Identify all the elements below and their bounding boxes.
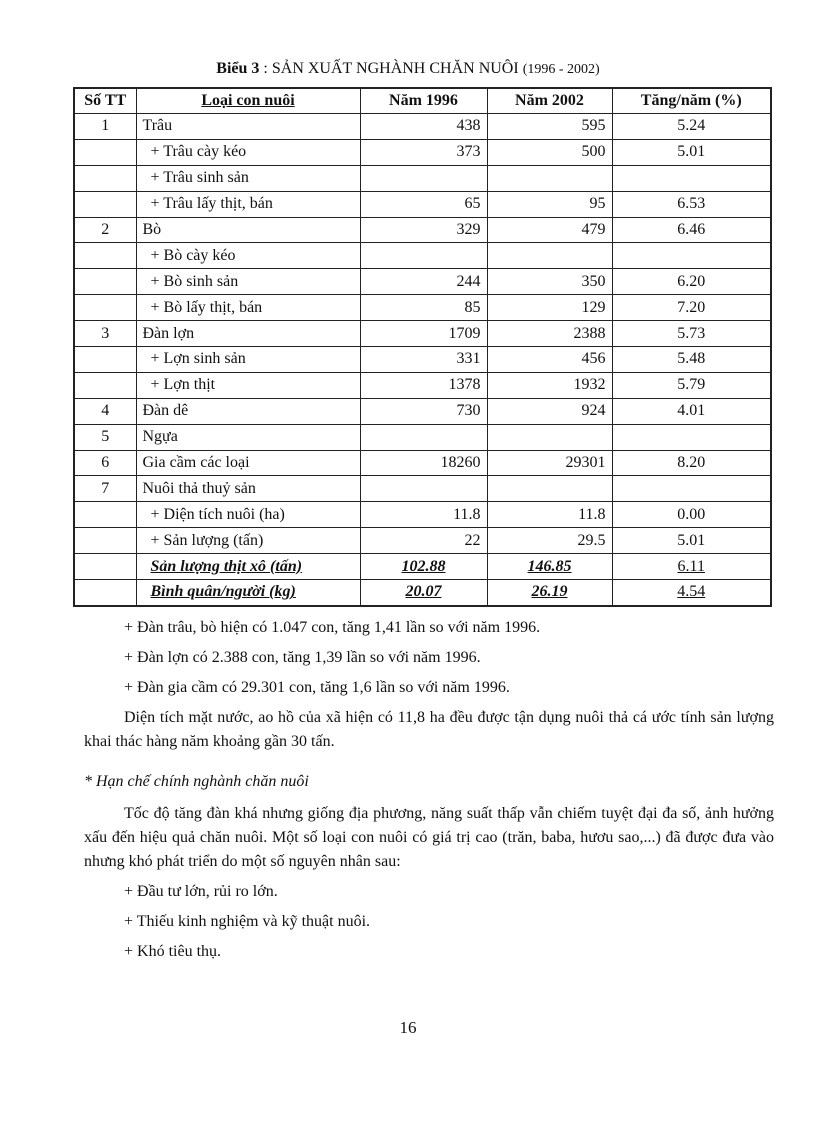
cell-name: + Bò lấy thịt, bán xyxy=(136,295,360,321)
cell-growth: 6.53 xyxy=(612,191,771,217)
table-row xyxy=(74,114,771,140)
header-growth: Tăng/năm (%) xyxy=(612,88,771,114)
table-row xyxy=(74,476,771,502)
cell-1996 xyxy=(360,580,487,606)
cell-stt: 1 xyxy=(74,114,136,140)
cell-2002: 2388 xyxy=(487,321,612,347)
table-row xyxy=(74,269,771,295)
livestock-table xyxy=(73,87,772,607)
table-body xyxy=(74,114,771,606)
cell-stt: 2 xyxy=(74,217,136,243)
table-row xyxy=(74,295,771,321)
table-row xyxy=(74,243,771,269)
cell-name: Bò xyxy=(136,217,360,243)
table-row xyxy=(74,424,771,450)
cell-name: Đàn dê xyxy=(136,398,360,424)
table-row xyxy=(74,528,771,554)
paragraph-water-area: Diện tích mặt nước, ao hồ của xã hiện có 11,8 ha đều được tận dụng nuôi thả cá ước tính sản lượng khai thác hàng năm khoảng gần 30 tấn. xyxy=(84,709,774,750)
cell-stt: 4 xyxy=(74,398,136,424)
cell-1996: 730 xyxy=(360,398,487,424)
cell-2002: 500 xyxy=(487,139,612,165)
table-row xyxy=(74,372,771,398)
table-header-row xyxy=(74,88,771,114)
cell-growth: 7.20 xyxy=(612,295,771,321)
cell-2002: 29.5 xyxy=(487,528,612,554)
summary-value: 102.88 xyxy=(401,557,446,575)
cell-growth: 0.00 xyxy=(612,502,771,528)
cell-1996 xyxy=(360,243,487,269)
table-title-years: (1996 - 2002) xyxy=(522,62,600,77)
table-row xyxy=(74,450,771,476)
cell-growth xyxy=(612,554,771,580)
summary-value: 6.11 xyxy=(677,557,705,575)
table-row xyxy=(74,139,771,165)
cell-2002: 350 xyxy=(487,269,612,295)
cell-growth: 5.79 xyxy=(612,372,771,398)
cell-growth: 5.48 xyxy=(612,347,771,373)
cell-name: Đàn lợn xyxy=(136,321,360,347)
table-summary-row xyxy=(74,554,771,580)
cell-stt xyxy=(74,165,136,191)
cell-growth xyxy=(612,580,771,606)
page-number: 16 xyxy=(399,1018,417,1037)
section-heading: * Hạn chế chính nghành chăn nuôi xyxy=(84,773,309,790)
cell-2002 xyxy=(487,424,612,450)
cell-growth: 5.24 xyxy=(612,114,771,140)
cell-1996 xyxy=(360,476,487,502)
cell-stt xyxy=(74,502,136,528)
cell-2002 xyxy=(487,580,612,606)
cell-name xyxy=(136,554,360,580)
cell-2002 xyxy=(487,243,612,269)
cell-growth: 6.20 xyxy=(612,269,771,295)
cell-growth: 5.01 xyxy=(612,528,771,554)
cell-growth: 6.46 xyxy=(612,217,771,243)
cell-growth: 8.20 xyxy=(612,450,771,476)
cell-name: + Diện tích nuôi (ha) xyxy=(136,502,360,528)
cell-1996: 438 xyxy=(360,114,487,140)
cell-growth xyxy=(612,165,771,191)
cell-2002: 129 xyxy=(487,295,612,321)
cell-stt: 3 xyxy=(74,321,136,347)
bullet-poultry: + Đàn gia cầm có 29.301 con, tăng 1,6 lần so với năm 1996. xyxy=(124,679,510,696)
table-row xyxy=(74,347,771,373)
table-title xyxy=(0,60,816,78)
cell-stt: 7 xyxy=(74,476,136,502)
cell-1996 xyxy=(360,554,487,580)
cell-stt xyxy=(74,528,136,554)
cell-2002: 924 xyxy=(487,398,612,424)
cell-stt xyxy=(74,139,136,165)
cell-2002 xyxy=(487,476,612,502)
cell-1996: 1709 xyxy=(360,321,487,347)
cell-name: + Bò cày kéo xyxy=(136,243,360,269)
bullet-investment: + Đầu tư lớn, rủi ro lớn. xyxy=(124,883,278,900)
summary-value: 4.54 xyxy=(677,583,706,601)
cell-stt xyxy=(74,372,136,398)
cell-2002: 595 xyxy=(487,114,612,140)
cell-name: Ngựa xyxy=(136,424,360,450)
header-1996: Năm 1996 xyxy=(360,88,487,114)
summary-value: 20.07 xyxy=(405,583,442,601)
cell-name: + Bò sinh sản xyxy=(136,269,360,295)
cell-growth: 5.73 xyxy=(612,321,771,347)
cell-1996: 11.8 xyxy=(360,502,487,528)
cell-1996: 373 xyxy=(360,139,487,165)
cell-name: + Sản lượng (tấn) xyxy=(136,528,360,554)
table-row xyxy=(74,165,771,191)
body-text xyxy=(84,616,774,970)
cell-2002: 29301 xyxy=(487,450,612,476)
cell-2002 xyxy=(487,165,612,191)
bullet-consumption: + Khó tiêu thụ. xyxy=(124,943,222,960)
table-row xyxy=(74,191,771,217)
table-title-text: : SẢN XUẤT NGHÀNH CHĂN NUÔI xyxy=(259,60,523,77)
cell-2002: 1932 xyxy=(487,372,612,398)
cell-2002 xyxy=(487,554,612,580)
cell-2002: 11.8 xyxy=(487,502,612,528)
cell-name xyxy=(136,580,360,606)
cell-name: Gia cầm các loại xyxy=(136,450,360,476)
cell-1996: 329 xyxy=(360,217,487,243)
cell-stt: 6 xyxy=(74,450,136,476)
cell-1996: 22 xyxy=(360,528,487,554)
cell-growth xyxy=(612,424,771,450)
table-row xyxy=(74,502,771,528)
cell-stt xyxy=(74,554,136,580)
cell-stt xyxy=(74,580,136,606)
cell-name: Nuôi thả thuỷ sản xyxy=(136,476,360,502)
cell-1996: 65 xyxy=(360,191,487,217)
cell-1996: 331 xyxy=(360,347,487,373)
cell-name: + Lợn thịt xyxy=(136,372,360,398)
cell-stt xyxy=(74,269,136,295)
table-summary-row xyxy=(74,580,771,606)
table-row xyxy=(74,398,771,424)
header-stt: Số TT xyxy=(74,88,136,114)
table-row xyxy=(74,217,771,243)
cell-growth xyxy=(612,243,771,269)
header-2002: Năm 2002 xyxy=(487,88,612,114)
summary-value: 26.19 xyxy=(531,583,568,601)
bullet-pigs: + Đàn lợn có 2.388 con, tăng 1,39 lần so với năm 1996. xyxy=(124,649,481,666)
header-name: Loại con nuôi xyxy=(136,88,360,114)
cell-stt: 5 xyxy=(74,424,136,450)
cell-stt xyxy=(74,347,136,373)
cell-1996: 1378 xyxy=(360,372,487,398)
cell-stt xyxy=(74,295,136,321)
table-title-prefix: Biểu 3 xyxy=(216,60,260,77)
cell-name: + Trâu cày kéo xyxy=(136,139,360,165)
cell-stt xyxy=(74,243,136,269)
cell-growth xyxy=(612,476,771,502)
bullet-buffalo-cattle: + Đàn trâu, bò hiện có 1.047 con, tăng 1,41 lần so với năm 1996. xyxy=(124,619,541,636)
cell-2002: 456 xyxy=(487,347,612,373)
cell-growth: 5.01 xyxy=(612,139,771,165)
summary-label: Bình quân/người (kg) xyxy=(150,583,296,601)
cell-name: + Trâu lấy thịt, bán xyxy=(136,191,360,217)
cell-1996 xyxy=(360,424,487,450)
cell-1996 xyxy=(360,165,487,191)
cell-name: + Lợn sinh sản xyxy=(136,347,360,373)
summary-value: 146.85 xyxy=(527,557,572,575)
cell-name: + Trâu sinh sản xyxy=(136,165,360,191)
cell-1996: 85 xyxy=(360,295,487,321)
bullet-experience: + Thiếu kinh nghiệm và kỹ thuật nuôi. xyxy=(124,913,371,930)
cell-1996: 18260 xyxy=(360,450,487,476)
paragraph-limitations: Tốc độ tăng đàn khá nhưng giống địa phương, năng suất thấp vẫn chiếm tuyệt đại đa số, ảnh hưởng xấu đến hiệu quả chăn nuôi. Một số loại con nuôi có giá trị cao (trăn, baba, hươu sao,...) đã được đưa vào nhưng khó phát triển do một số nguyên nhân sau: xyxy=(84,805,774,870)
cell-2002: 95 xyxy=(487,191,612,217)
cell-growth: 4.01 xyxy=(612,398,771,424)
cell-stt xyxy=(74,191,136,217)
cell-name: Trâu xyxy=(136,114,360,140)
cell-2002: 479 xyxy=(487,217,612,243)
summary-label: Sản lượng thịt xô (tấn) xyxy=(150,557,303,575)
cell-1996: 244 xyxy=(360,269,487,295)
table-row xyxy=(74,321,771,347)
